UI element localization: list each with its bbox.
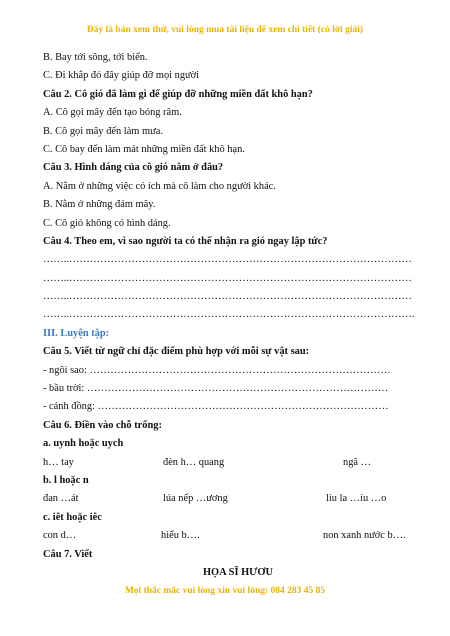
q3-option-b: B. Nằm ở những đám mây.	[43, 199, 156, 211]
q3-option-a: A. Nằm ở những việc có ích mà cô làm cho người khác.	[43, 180, 276, 192]
q2-option-a: A. Cô gọi mây đến tạo bóng râm.	[43, 107, 182, 119]
blank-item: con d…	[43, 530, 77, 542]
q5-item-canh-dong: - cánh đồng: …………………………………………………………………………	[43, 401, 389, 413]
blank-item: hiểu b….	[161, 530, 200, 542]
answer-line: ……..……………………………………………………………………………………….	[43, 309, 415, 321]
q2-option-b: B. Cô gọi mây đến làm mưa.	[43, 125, 163, 137]
answer-option-b: B. Bay tới sông, tới biển.	[43, 52, 148, 63]
q6-part-c-label: c. iêt hoặc iêc	[43, 511, 102, 523]
section-heading-practice: III. Luyện tập:	[43, 327, 110, 339]
q6-part-a-row	[43, 454, 433, 472]
q5-item-ngoi-sao: - ngôi sao: ……………………………………………………………………………	[43, 364, 391, 376]
blank-item: đèn h… quang	[163, 456, 225, 468]
q5-item-bau-troi: - bầu trời: ……………………………………………………………………………	[43, 383, 389, 395]
question-2: Câu 2. Cô gió đã làm gì để giúp đỡ những miền đất khô hạn?	[43, 88, 313, 100]
question-5: Câu 5. Viết từ ngữ chỉ đặc điểm phù hợp với mỗi sự vật sau:	[43, 346, 310, 358]
blank-item: đan …át	[43, 493, 79, 505]
q3-option-c: C. Cô gió không có hình dáng.	[43, 217, 171, 229]
blank-item: lúa nếp …ương	[163, 493, 228, 505]
q6-part-b-row	[43, 490, 433, 508]
blank-item: ngã …	[343, 456, 371, 468]
answer-option-c: C. Đi khắp đó đây giúp đỡ mọi người	[43, 70, 200, 82]
q6-part-c-row	[43, 527, 433, 545]
contact-footer: Mọi thắc mắc vui lòng xin vui lòng: 084 283 45 85	[124, 586, 326, 596]
question-6: Câu 6. Điền vào chỗ trống:	[43, 419, 162, 431]
answer-line: ……..………………………………………………………………………………………	[43, 272, 412, 284]
q6-part-b-label: b. l hoặc n	[43, 474, 89, 486]
q6-part-a-label: a. uynh hoặc uych	[43, 438, 124, 450]
blank-item: líu la …íu …o	[326, 493, 387, 505]
poem-title: HỌA SĨ HƯƠU	[202, 566, 274, 578]
blank-item: h… tay	[43, 456, 74, 468]
answer-line: ……..………………………………………………………………………………………	[43, 254, 412, 266]
question-3: Câu 3. Hình dáng của cô gió nằm ở đâu?	[43, 162, 224, 174]
q2-option-c: C. Cô bay đến làm mát những miền đất khô hạn.	[43, 143, 245, 155]
worksheet-content	[43, 49, 433, 582]
question-4: Câu 4. Theo em, vì sao người ta có thể nhận ra gió ngay lập tức?	[43, 235, 328, 247]
blank-item: non xanh nước b….	[323, 530, 406, 542]
preview-banner: Đây là bản xem thử, vui lòng mua tài liệu để xem chi tiết (có lời giải)	[86, 25, 364, 35]
answer-line: ……..………………………………………………………………………………………	[43, 291, 412, 303]
question-7: Câu 7. Viết	[43, 548, 93, 560]
